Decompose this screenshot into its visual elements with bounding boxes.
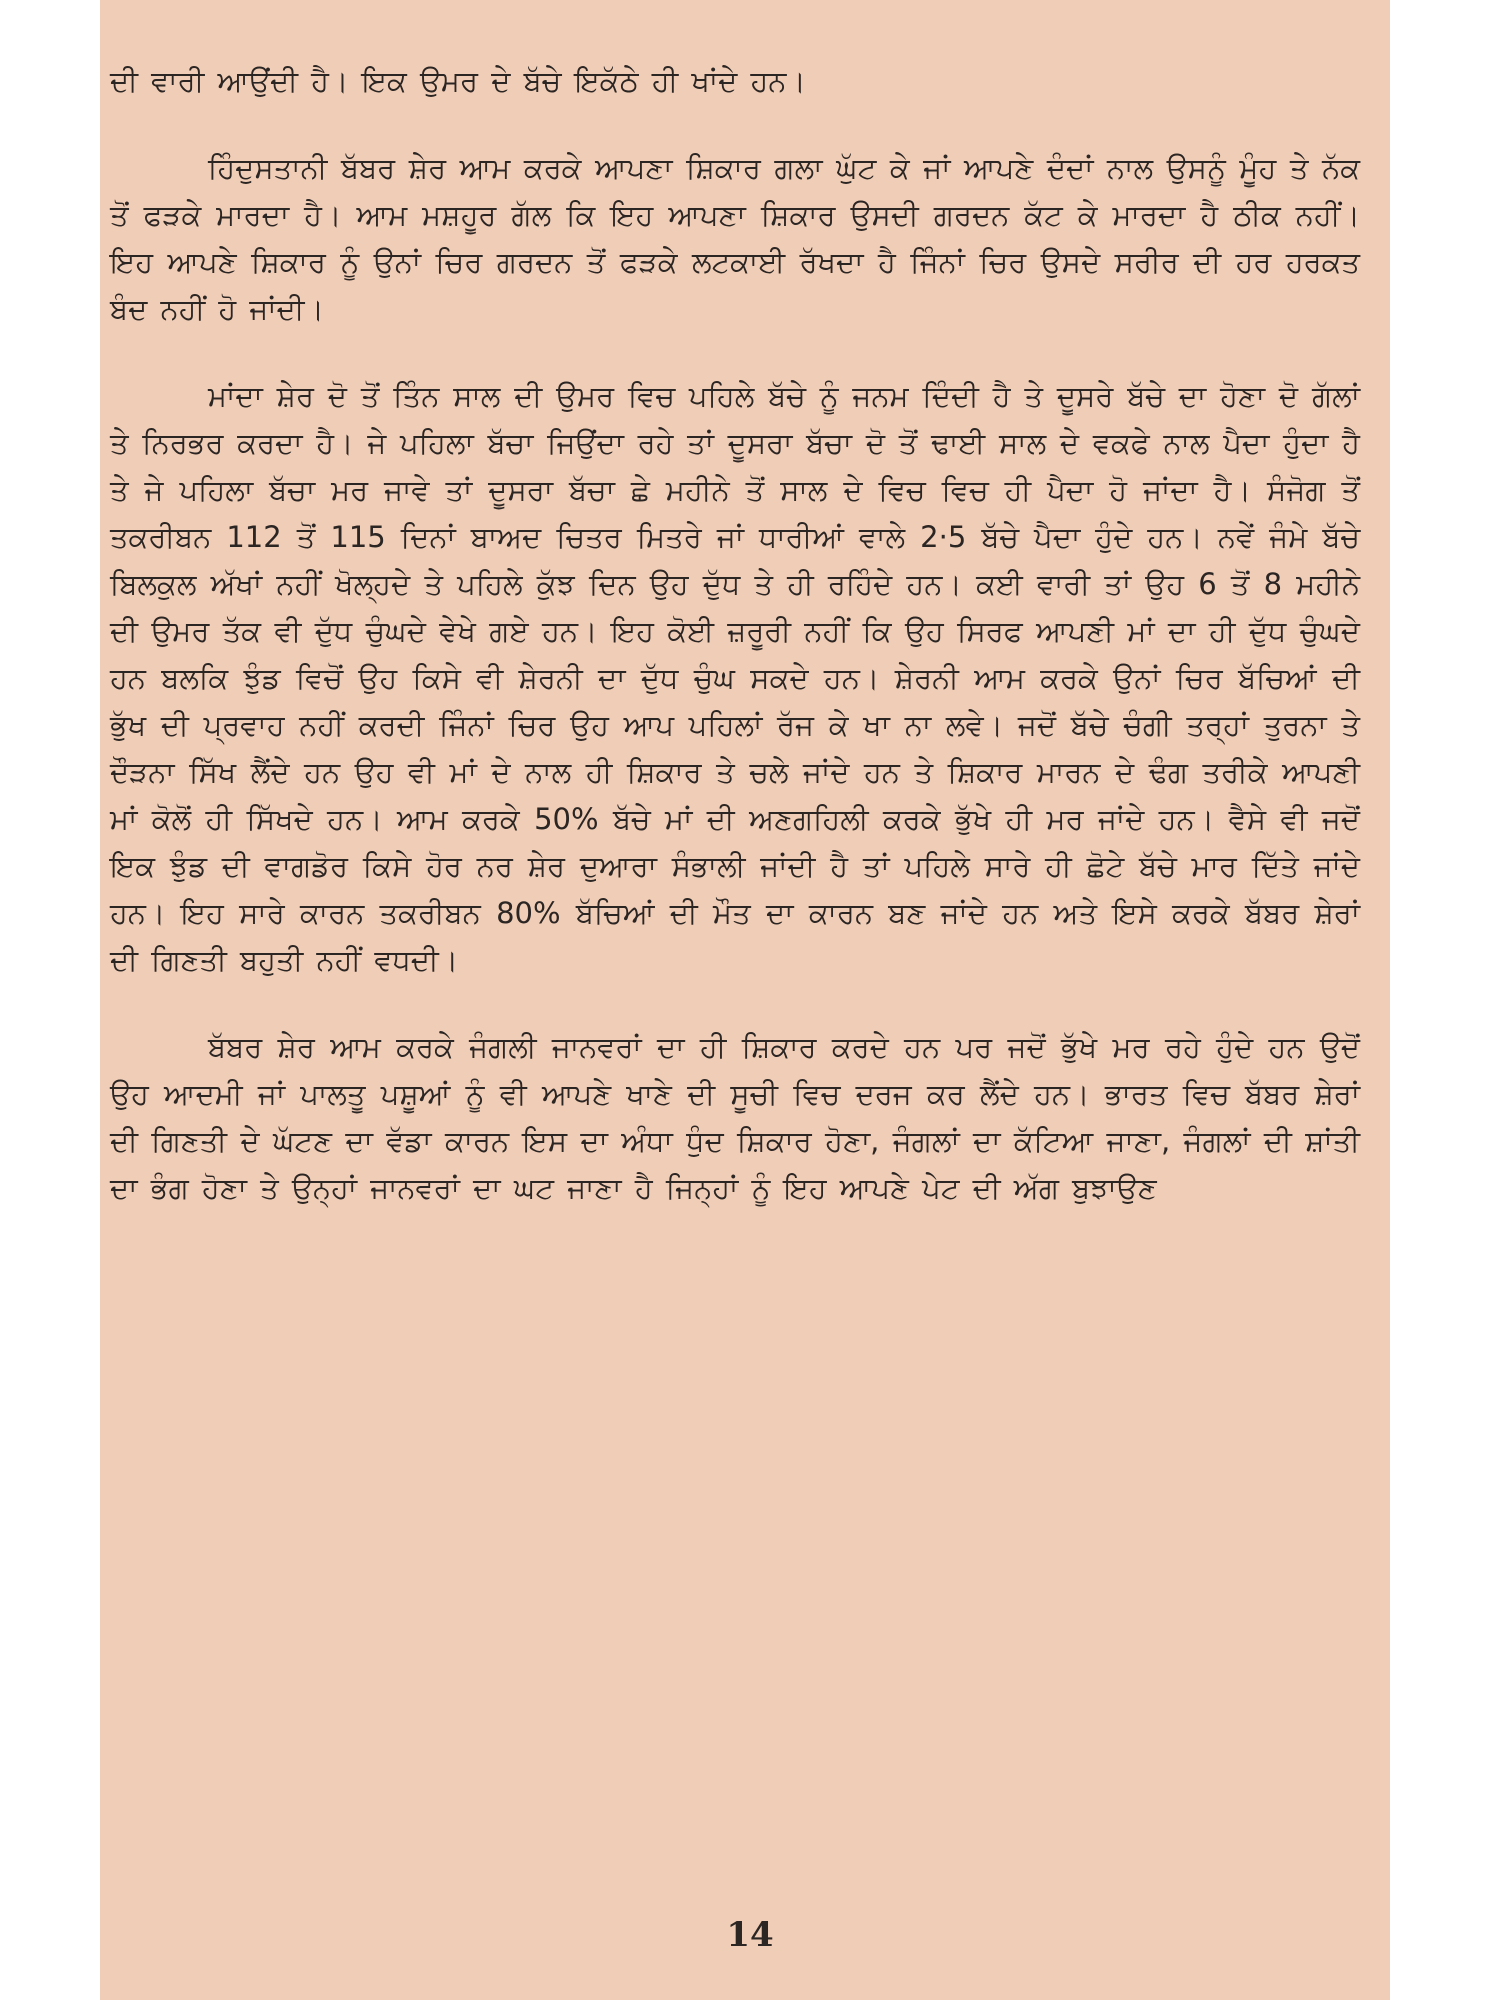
- paragraph-breeding: ਮਾਂਦਾ ਸ਼ੇਰ ਦੋ ਤੋਂ ਤਿੰਨ ਸਾਲ ਦੀ ਉਮਰ ਵਿਚ ਪਹਿਲੇ ਬੱਚੇ ਨੂੰ ਜਨਮ ਦਿੰਦੀ ਹੈ ਤੇ ਦੂਸਰੇ ਬੱਚੇ ਦਾ ਹੋਣਾ ਦੋ ਗੱਲਾਂ ਤੇ ਨਿਰਭਰ ਕਰਦਾ ਹੈ। ਜੇ ਪਹਿਲਾ ਬੱਚਾ ਜਿਉਂਦਾ ਰਹੇ ਤਾਂ ਦੂਸਰਾ ਬੱਚਾ ਦੋ ਤੋਂ ਢਾਈ ਸਾਲ ਦੇ ਵਕਫੇ ਨਾਲ ਪੈਦਾ ਹੁੰਦਾ ਹੈ ਤੇ ਜੇ ਪਹਿਲਾ ਬੱਚਾ ਮਰ ਜਾਵੇ ਤਾਂ ਦੂਸਰਾ ਬੱਚਾ ਛੇ ਮਹੀਨੇ ਤੋਂ ਸਾਲ ਦੇ ਵਿਚ ਵਿਚ ਹੀ ਪੈਦਾ ਹੋ ਜਾਂਦਾ ਹੈ। ਸੰਜੋਗ ਤੋਂ ਤਕਰੀਬਨ 112 ਤੋਂ 115 ਦਿਨਾਂ ਬਾਅਦ ਚਿਤਰ ਮਿਤਰੇ ਜਾਂ ਧਾਰੀਆਂ ਵਾਲੇ 2·5 ਬੱਚੇ ਪੈਦਾ ਹੁੰਦੇ ਹਨ। ਨਵੇਂ ਜੰਮੇ ਬੱਚੇ ਬਿਲਕੁਲ ਅੱਖਾਂ ਨਹੀਂ ਖੋਲ੍ਹਦੇ ਤੇ ਪਹਿਲੇ ਕੁੱਝ ਦਿਨ ਉਹ ਦੁੱਧ ਤੇ ਹੀ ਰਹਿੰਦੇ ਹਨ। ਕਈ ਵਾਰੀ ਤਾਂ ਉਹ 6 ਤੋਂ 8 ਮਹੀਨੇ ਦੀ ਉਮਰ ਤੱਕ ਵੀ ਦੁੱਧ ਚੁੰਘਦੇ ਵੇਖੇ ਗਏ ਹਨ। ਇਹ ਕੋਈ ਜ਼ਰੂਰੀ ਨਹੀਂ ਕਿ ਉਹ ਸਿਰਫ ਆਪਣੀ ਮਾਂ ਦਾ ਹੀ ਦੁੱਧ ਚੁੰਘਦੇ ਹਨ ਬਲਕਿ ਝੁੰਡ ਵਿਚੋਂ ਉਹ ਕਿਸੇ ਵੀ ਸ਼ੇਰਨੀ ਦਾ ਦੁੱਧ ਚੁੰਘ ਸਕਦੇ ਹਨ। ਸ਼ੇਰਨੀ ਆਮ ਕਰਕੇ ਉਨਾਂ ਚਿਰ ਬੱਚਿਆਂ ਦੀ ਭੁੱਖ ਦੀ ਪ੍ਰਵਾਹ ਨਹੀਂ ਕਰਦੀ ਜਿੰਨਾਂ ਚਿਰ ਉਹ ਆਪ ਪਹਿਲਾਂ ਰੱਜ ਕੇ ਖਾ ਨਾ ਲਵੇ। ਜਦੋਂ ਬੱਚੇ ਚੰਗੀ ਤਰ੍ਹਾਂ ਤੁਰਨਾ ਤੇ ਦੌੜਨਾ ਸਿੱਖ ਲੈਂਦੇ ਹਨ ਉਹ ਵੀ ਮਾਂ ਦੇ ਨਾਲ ਹੀ ਸ਼ਿਕਾਰ ਤੇ ਚਲੇ ਜਾਂਦੇ ਹਨ ਤੇ ਸ਼ਿਕਾਰ ਮਾਰਨ ਦੇ ਢੰਗ ਤਰੀਕੇ ਆਪਣੀ ਮਾਂ ਕੋਲੋਂ ਹੀ ਸਿੱਖਦੇ ਹਨ। ਆਮ ਕਰਕੇ 50% ਬੱਚੇ ਮਾਂ ਦੀ ਅਣਗਹਿਲੀ ਕਰਕੇ ਭੁੱਖੇ ਹੀ ਮਰ ਜਾਂਦੇ ਹਨ। ਵੈਸੇ ਵੀ ਜਦੋਂ ਇਕ ਝੁੰਡ ਦੀ ਵਾਗਡੋਰ ਕਿਸੇ ਹੋਰ ਨਰ ਸ਼ੇਰ ਦੁਆਰਾ ਸੰਭਾਲੀ ਜਾਂਦੀ ਹੈ ਤਾਂ ਪਹਿਲੇ ਸਾਰੇ ਹੀ ਛੋਟੇ ਬੱਚੇ ਮਾਰ ਦਿੱਤੇ ਜਾਂਦੇ ਹਨ। ਇਹ ਸਾਰੇ ਕਾਰਨ ਤਕਰੀਬਨ 80% ਬੱਚਿਆਂ ਦੀ ਮੌਤ ਦਾ ਕਾਰਨ ਬਣ ਜਾਂਦੇ ਹਨ ਅਤੇ ਇਸੇ ਕਰਕੇ ਬੱਬਰ ਸ਼ੇਰਾਂ ਦੀ ਗਿਣਤੀ ਬਹੁਤੀ ਨਹੀਂ ਵਧਦੀ।: [110, 379, 1360, 977]
- paragraph-prey: ਬੱਬਰ ਸ਼ੇਰ ਆਮ ਕਰਕੇ ਜੰਗਲੀ ਜਾਨਵਰਾਂ ਦਾ ਹੀ ਸ਼ਿਕਾਰ ਕਰਦੇ ਹਨ ਪਰ ਜਦੋਂ ਭੁੱਖੇ ਮਰ ਰਹੇ ਹੁੰਦੇ ਹਨ ਉਦੋਂ ਉਹ ਆਦਮੀ ਜਾਂ ਪਾਲਤੂ ਪਸ਼ੂਆਂ ਨੂੰ ਵੀ ਆਪਣੇ ਖਾਣੇ ਦੀ ਸੂਚੀ ਵਿਚ ਦਰਜ ਕਰ ਲੈਂਦੇ ਹਨ। ਭਾਰਤ ਵਿਚ ਬੱਬਰ ਸ਼ੇਰਾਂ ਦੀ ਗਿਣਤੀ ਦੇ ਘੱਟਣ ਦਾ ਵੱਡਾ ਕਾਰਨ ਇਸ ਦਾ ਅੰਧਾ ਧੁੰਦ ਸ਼ਿਕਾਰ ਹੋਣਾ, ਜੰਗਲਾਂ ਦਾ ਕੱਟਿਆ ਜਾਣਾ, ਜੰਗਲਾਂ ਦੀ ਸ਼ਾਂਤੀ ਦਾ ਭੰਗ ਹੋਣਾ ਤੇ ਉਨ੍ਹਾਂ ਜਾਨਵਰਾਂ ਦਾ ਘਟ ਜਾਣਾ ਹੈ ਜਿਨ੍ਹਾਂ ਨੂੰ ਇਹ ਆਪਣੇ ਪੇਟ ਦੀ ਅੱਗ ਬੁਝਾਉਣ: [110, 1030, 1360, 1205]
- page-number: 14: [726, 1915, 774, 1955]
- page-body-text: [110, 58, 1360, 1212]
- paragraph-continuation: ਦੀ ਵਾਰੀ ਆਉਂਦੀ ਹੈ। ਇਕ ਉਮਰ ਦੇ ਬੱਚੇ ਇਕੱਠੇ ਹੀ ਖਾਂਦੇ ਹਨ।: [110, 64, 806, 98]
- paragraph-hunting: ਹਿੰਦੁਸਤਾਨੀ ਬੱਬਰ ਸ਼ੇਰ ਆਮ ਕਰਕੇ ਆਪਣਾ ਸ਼ਿਕਾਰ ਗਲਾ ਘੁੱਟ ਕੇ ਜਾਂ ਆਪਣੇ ਦੰਦਾਂ ਨਾਲ ਉਸਨੂੰ ਮੂੰਹ ਤੇ ਨੱਕ ਤੋਂ ਫੜਕੇ ਮਾਰਦਾ ਹੈ। ਆਮ ਮਸ਼ਹੂਰ ਗੱਲ ਕਿ ਇਹ ਆਪਣਾ ਸ਼ਿਕਾਰ ਉਸਦੀ ਗਰਦਨ ਕੱਟ ਕੇ ਮਾਰਦਾ ਹੈ ਠੀਕ ਨਹੀਂ। ਇਹ ਆਪਣੇ ਸ਼ਿਕਾਰ ਨੂੰ ਉਨਾਂ ਚਿਰ ਗਰਦਨ ਤੋਂ ਫੜਕੇ ਲਟਕਾਈ ਰੱਖਦਾ ਹੈ ਜਿੰਨਾਂ ਚਿਰ ਉਸਦੇ ਸਰੀਰ ਦੀ ਹਰ ਹਰਕਤ ਬੰਦ ਨਹੀਂ ਹੋ ਜਾਂਦੀ।: [110, 151, 1360, 326]
